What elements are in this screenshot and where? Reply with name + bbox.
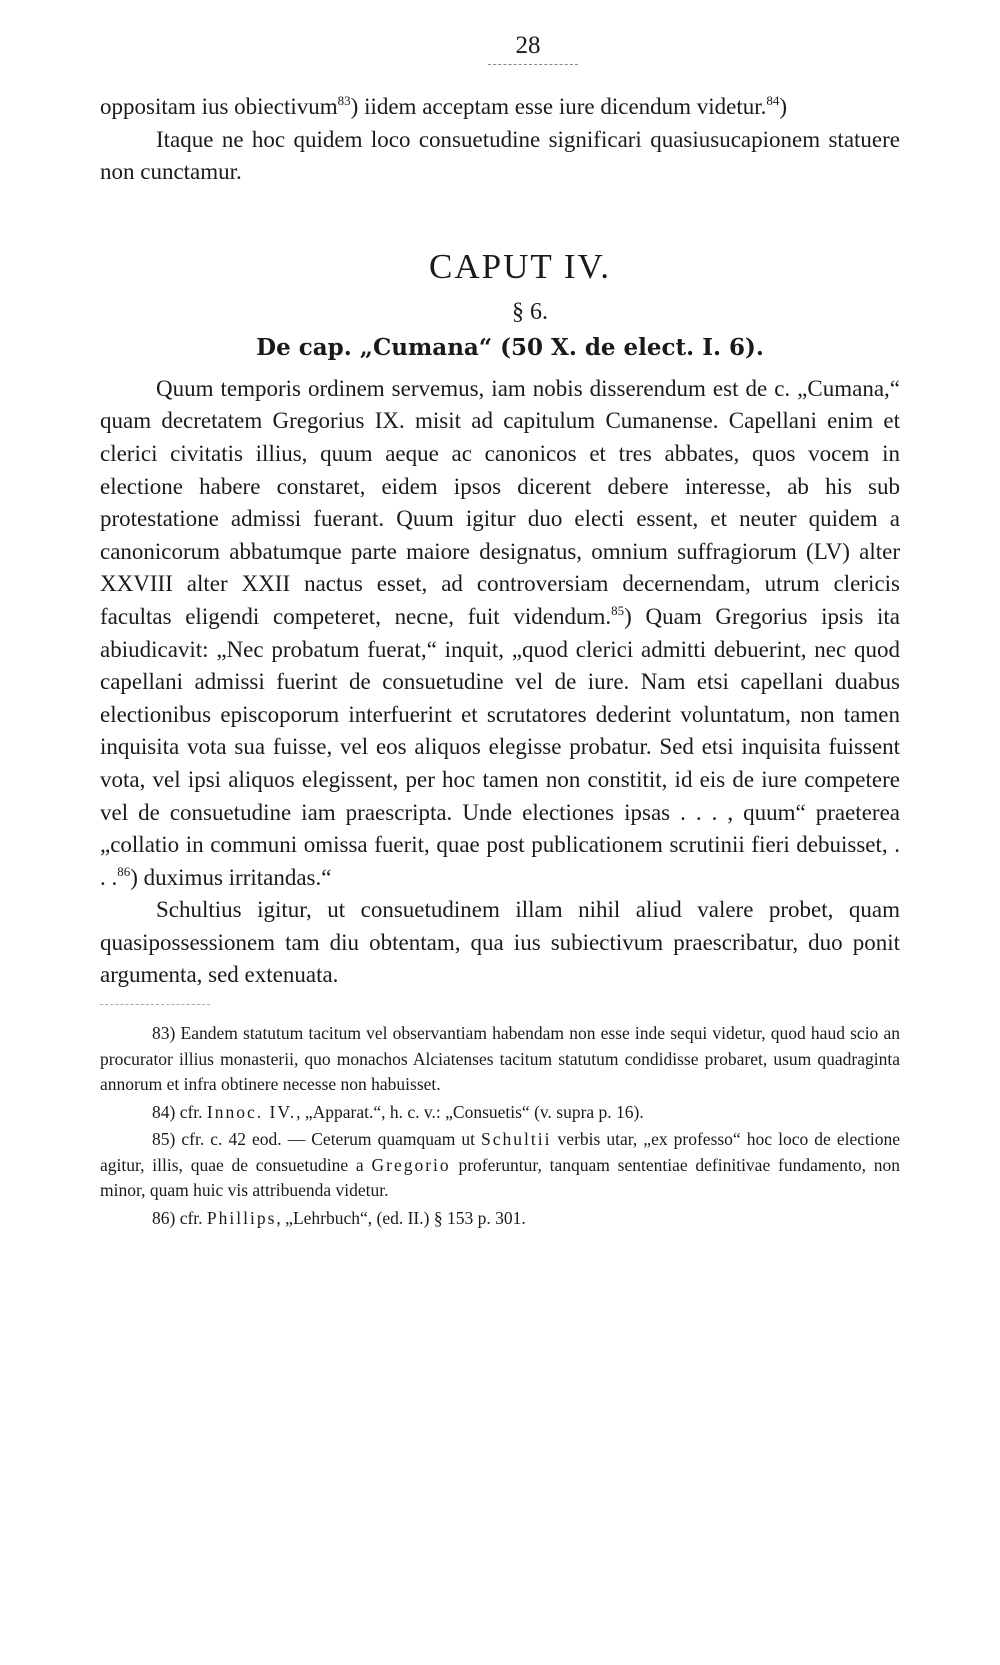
text-run: 83) Eandem statutum tacitum vel observantiam habendam non esse inde sequi videtur, quod haud scio an procurator illius monasterii, quo monachos Alciatenses tacitum statutum condidisse probaret, usum quadraginta annorum et infra obtinere necesse non habuisset. (100, 1023, 900, 1095)
footnote-rule (100, 1004, 210, 1005)
spaced-name: Phillips (206, 1207, 277, 1228)
footnote-ref: 83 (337, 93, 351, 108)
paragraphs-top-paragraph (100, 124, 900, 189)
text-run: oppositam ius obiectivum (100, 94, 338, 119)
footnotes-paragraph (100, 1127, 900, 1204)
body-text-main (100, 373, 900, 992)
footnote-ref: 84 (766, 93, 780, 108)
text-run: proferuntur, tanquam sententiae definitivae fundamento, non minor, quam huic vis attribuenda videtur. (100, 1154, 900, 1201)
footnote-ref: 86 (117, 863, 131, 879)
footnotes (100, 1021, 900, 1231)
section-number: § 6. (512, 298, 548, 325)
page (100, 30, 900, 1231)
chapter-title: CAPUT IV. (428, 246, 612, 286)
text-run: Itaque ne hoc quidem loco consuetudine significari quasiusucapionem statuere non cunctamur. (100, 126, 900, 185)
text-run: Schultius igitur, ut consuetudinem illam nihil aliud valere probet, quam quasipossessionem tam diu obtentam, qua ius subiectivum praescribatur, duo ponit argumenta, sed extenuata. (100, 897, 900, 988)
spaced-name: Gregorio (371, 1154, 451, 1175)
page-number-rule (488, 64, 578, 65)
spaced-name: Innoc. IV. (206, 1101, 297, 1122)
text-run: 86) cfr. (152, 1207, 207, 1228)
body-text-top (100, 91, 900, 189)
text-run: 85) cfr. c. 42 eod. — Ceterum quamquam ut (152, 1129, 482, 1150)
text-run: , „Apparat.“, h. c. v.: „Consuetis“ (v. supra p. 16). (296, 1101, 644, 1122)
footnotes-paragraph (100, 1100, 900, 1126)
text-run: 84) cfr. (152, 1101, 207, 1122)
footnotes-paragraph (100, 1021, 900, 1098)
text-run: ) Quam Gregorius ipsis ita abiudicavit: „Nec probatum fuerat,“ inquit, „quod clerici admitti debuerint, nec quod capellani admissi fuerint de consuetudine vel de iure. Nam etsi capellani duabus electionibus episcoporum interfuerint et scrutatores dederint voluntatum, non tamen inquisita vota sua fuisse, vel eos aliquos elegisse probatur. Sed etsi inquisita fuissent vota, vel ipsi aliquos elegissent, per hoc tamen non constitit, id eis de iure competere vel de consuetudine iam praescripta. Unde electiones ipsas . . . , quum“ praeterea „collatio in communi omissa fuerit, quae post publicationem scrutinii fieri debuisset, . . . (100, 603, 901, 890)
text-run: ) iidem acceptam esse iure dicendum videtur. (350, 94, 767, 119)
footnotes-paragraph (100, 1206, 900, 1232)
text-run: ) (779, 94, 788, 119)
paragraphs-main-paragraph (100, 373, 900, 895)
text-run: ) duximus irritandas.“ (130, 864, 332, 890)
section-heading: De cap. „Cumana“ (50 X. de elect. I. 6). (256, 333, 764, 361)
spaced-name: Schultii (481, 1129, 552, 1150)
text-run: verbis utar, „ex professo“ hoc loco de electione agitur, illis, quae de consuetudine a (100, 1129, 900, 1175)
paragraphs-main-paragraph (100, 894, 900, 992)
paragraphs-top-paragraph (100, 91, 900, 124)
text-run: Quum temporis ordinem servemus, iam nobis disserendum est de c. „Cumana,“ quam decretatem Gregorius IX. misit ad capitulum Cumanense. Capellani enim et clerici civitatis illius, quum aeque ac canonicos et tres abbates, quos vocem in electione habere constaret, eidem ipsos dicerent debere interesse, ab his sub protestatione admissi fuerant. Quum igitur duo electi essent, et neuter quidem a canonicorum abbatumque parte maiore designatus, omnium suffragiorum (LV) alter XXVIII alter XXII nactus esset, ad controversiam decernendam, utrum clericis facultas eligendi competeret, necne, fuit videndum. (100, 375, 900, 629)
text-run: , „Lehrbuch“, (ed. II.) § 153 p. 301. (276, 1207, 526, 1228)
footnote-ref: 85 (611, 602, 625, 618)
page-number: 28 (515, 32, 541, 59)
